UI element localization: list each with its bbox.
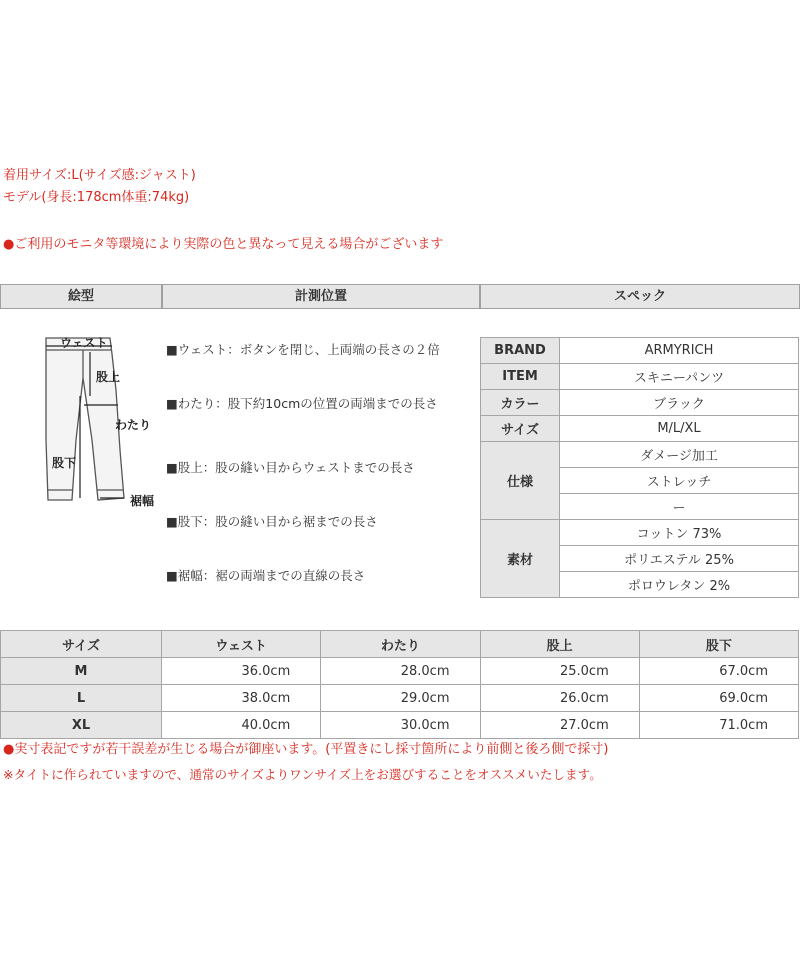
spec-key: 仕様 xyxy=(481,442,560,520)
spec-row-features xyxy=(481,442,799,468)
model-size-text: 着用サイズ:L(サイズ感:ジャスト) xyxy=(3,168,196,183)
desc-rise: ■股上：股の縫い目からウェストまでの長さ xyxy=(166,460,415,475)
thigh-cell: 29.0cm xyxy=(321,685,480,712)
inseam-cell: 67.0cm xyxy=(639,658,798,685)
thigh-cell: 28.0cm xyxy=(321,658,480,685)
header-shape: 絵型 xyxy=(0,284,162,309)
thigh-cell: 30.0cm xyxy=(321,712,480,739)
col-header: 股上 xyxy=(480,631,639,658)
spec-value: スキニーパンツ xyxy=(560,364,799,390)
footnote-sizing: ※タイトに作られていますので、通常のサイズよりワンサイズ上をお選びすることをオススメいたします。 xyxy=(3,767,602,782)
diagram-label-inseam: 股下 xyxy=(52,456,77,470)
rise-cell: 26.0cm xyxy=(480,685,639,712)
spec-table xyxy=(480,337,799,598)
size-table-header xyxy=(1,631,799,658)
spec-row-color xyxy=(481,390,799,416)
rise-cell: 25.0cm xyxy=(480,658,639,685)
spec-value: M/L/XL xyxy=(560,416,799,442)
pants-diagram xyxy=(0,330,160,520)
col-header: 股下 xyxy=(639,631,798,658)
footnote-measurement: ●実寸表記ですが若干誤差が生じる場合が御座います。(平置きにし採寸箇所により前側と後ろ側で採寸) xyxy=(3,742,609,757)
spec-value: ポリエステル 25% xyxy=(560,546,799,572)
model-body-text: モデル(身長:178cm体重:74kg) xyxy=(3,190,190,205)
spec-value: ポロウレタン 2% xyxy=(560,572,799,598)
monitor-note: ●ご利用のモニタ等環境により実際の色と異なって見える場合がございます xyxy=(3,237,444,252)
inseam-cell: 71.0cm xyxy=(639,712,798,739)
size-cell: M xyxy=(1,658,162,685)
table-row xyxy=(1,712,799,739)
desc-thigh: ■わたり：股下約10cmの位置の両端までの長さ xyxy=(166,396,438,411)
size-table xyxy=(0,630,799,739)
desc-hem: ■裾幅：裾の両端までの直線の長さ xyxy=(166,568,366,583)
spec-value: ストレッチ xyxy=(560,468,799,494)
table-row xyxy=(1,658,799,685)
header-measure: 計測位置 xyxy=(162,284,480,309)
inseam-cell: 69.0cm xyxy=(639,685,798,712)
spec-key: カラー xyxy=(481,390,560,416)
spec-value: ブラック xyxy=(560,390,799,416)
diagram-label-thigh: わたり xyxy=(115,418,152,432)
col-header: ウェスト xyxy=(162,631,321,658)
spec-row-size xyxy=(481,416,799,442)
col-header: サイズ xyxy=(1,631,162,658)
size-cell: L xyxy=(1,685,162,712)
diagram-label-waist: ウェスト xyxy=(60,336,108,350)
spec-value: コットン 73% xyxy=(560,520,799,546)
spec-row-item xyxy=(481,364,799,390)
spec-key: サイズ xyxy=(481,416,560,442)
size-cell: XL xyxy=(1,712,162,739)
diagram-label-hem: 裾幅 xyxy=(130,494,155,508)
spec-key: BRAND xyxy=(481,338,560,364)
spec-value: ー xyxy=(560,494,799,520)
waist-cell: 38.0cm xyxy=(162,685,321,712)
spec-key: 素材 xyxy=(481,520,560,598)
desc-waist: ■ウェスト：ボタンを閉じ、上両端の長さの２倍 xyxy=(166,342,440,357)
spec-row-brand xyxy=(481,338,799,364)
desc-inseam: ■股下：股の縫い目から裾までの長さ xyxy=(166,514,378,529)
spec-value: ARMYRICH xyxy=(560,338,799,364)
waist-cell: 40.0cm xyxy=(162,712,321,739)
spec-value: ダメージ加工 xyxy=(560,442,799,468)
spec-key: ITEM xyxy=(481,364,560,390)
diagram-label-rise: 股上 xyxy=(96,370,121,384)
table-row xyxy=(1,685,799,712)
col-header: わたり xyxy=(321,631,480,658)
header-spec: スペック xyxy=(480,284,800,309)
spec-row-material xyxy=(481,520,799,546)
rise-cell: 27.0cm xyxy=(480,712,639,739)
waist-cell: 36.0cm xyxy=(162,658,321,685)
